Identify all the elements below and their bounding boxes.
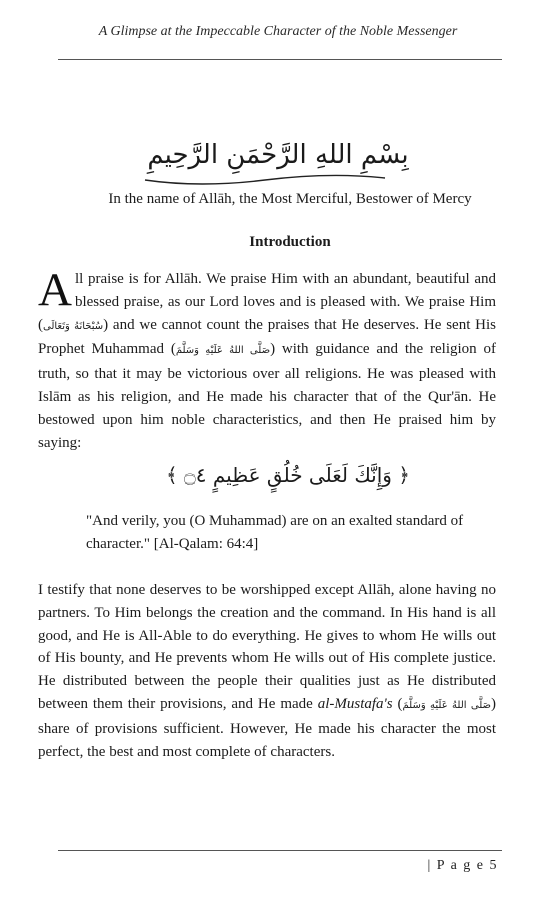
testimony-paragraph: I testify that none deserves to be worshipped except Allāh, alone having no partners. To Him belongs the creation and the command. In His hand is all good, and He is All-Able to do everything. He gives to whom He wills out of His bounty, and He prevents whom He wills out of His complete justice. He distributed between the people their qualities just as He distributed between them their provisions, and He made al-Mustafa's (صَلَّى اللهُ عَلَيْهِ وَسَلَّمَ) share of provisions sufficient. However, He made his character the most perfect, the best and most complete of characters. [38,582,496,760]
page-number: | P a g e 5 [427,858,498,873]
section-heading: Introduction [249,234,331,250]
verse-reference: [Al-Qalam: 64:4] [153,535,259,552]
para1-text-a: ll praise is for Allāh. We praise Him with an abundant, beautiful and blessed praise, as our Lord loves and is pleased with. We praise Him ( [38,271,496,333]
verse-translation-text: "And verily, you (O Muhammad) are on an exalted standard of character." [86,513,464,552]
mustafa-name: al-Mustafa's [317,695,393,712]
running-header: A Glimpse at the Impeccable Character of the Noble Messenger [98,24,458,39]
honorific-glorified: سُبْحَانَهُ وَتَعَالَى [43,320,104,332]
honorific-salawat: صَلَّى اللهُ عَلَيْهِ وَسَلَّمَ [175,345,271,357]
footer-rule [58,850,502,851]
quran-verse: ﴿ وَإِنَّكَ لَعَلَى خُلُقٍ عَظِيمٍ ۝٤ ﴾ [165,463,411,487]
drop-cap: A [38,264,72,316]
para1-text-c: ) with guidance and the religion of truth, so that it may be victorious over all religions. He was pleased with Islām as his religion, and He made his character that of the Qur'ān. He bestowed upon him noble characteristics, and then He praised him by saying: [38,341,496,451]
verse-translation [86,510,496,556]
para1-text-b: ) and we cannot count the praises that He deserves. He sent His Prophet Muhammad ( [38,316,496,358]
basmala-translation: In the name of Allāh, the Most Merciful, Bestower of Mercy [108,191,472,207]
para2-text-a: I testify that none deserves to be worshipped except Allāh, alone having no partners. To Him belongs the creation and the command. In His hand is all good, and He is All-Able to do everything. He gives to whom He wills out of His bounty, and He prevents whom He wills out of His complete justice. He distributed between the people their qualities just as He distributed between them their provisions, and He made [38,582,496,712]
header-rule [58,59,502,60]
para2-text-b: share of provisions sufficient. However, He made his character the most perfect, the best and most complete of characters. [38,720,496,760]
honorific-salawat-2: صَلَّى اللهُ عَلَيْهِ وَسَلَّمَ [402,699,491,711]
intro-paragraph [38,264,496,454]
basmala-flourish [140,168,390,188]
basmala-calligraphy: بِسْمِ اللهِ الرَّحْمَنِ الرَّحِيمِ [147,140,409,170]
